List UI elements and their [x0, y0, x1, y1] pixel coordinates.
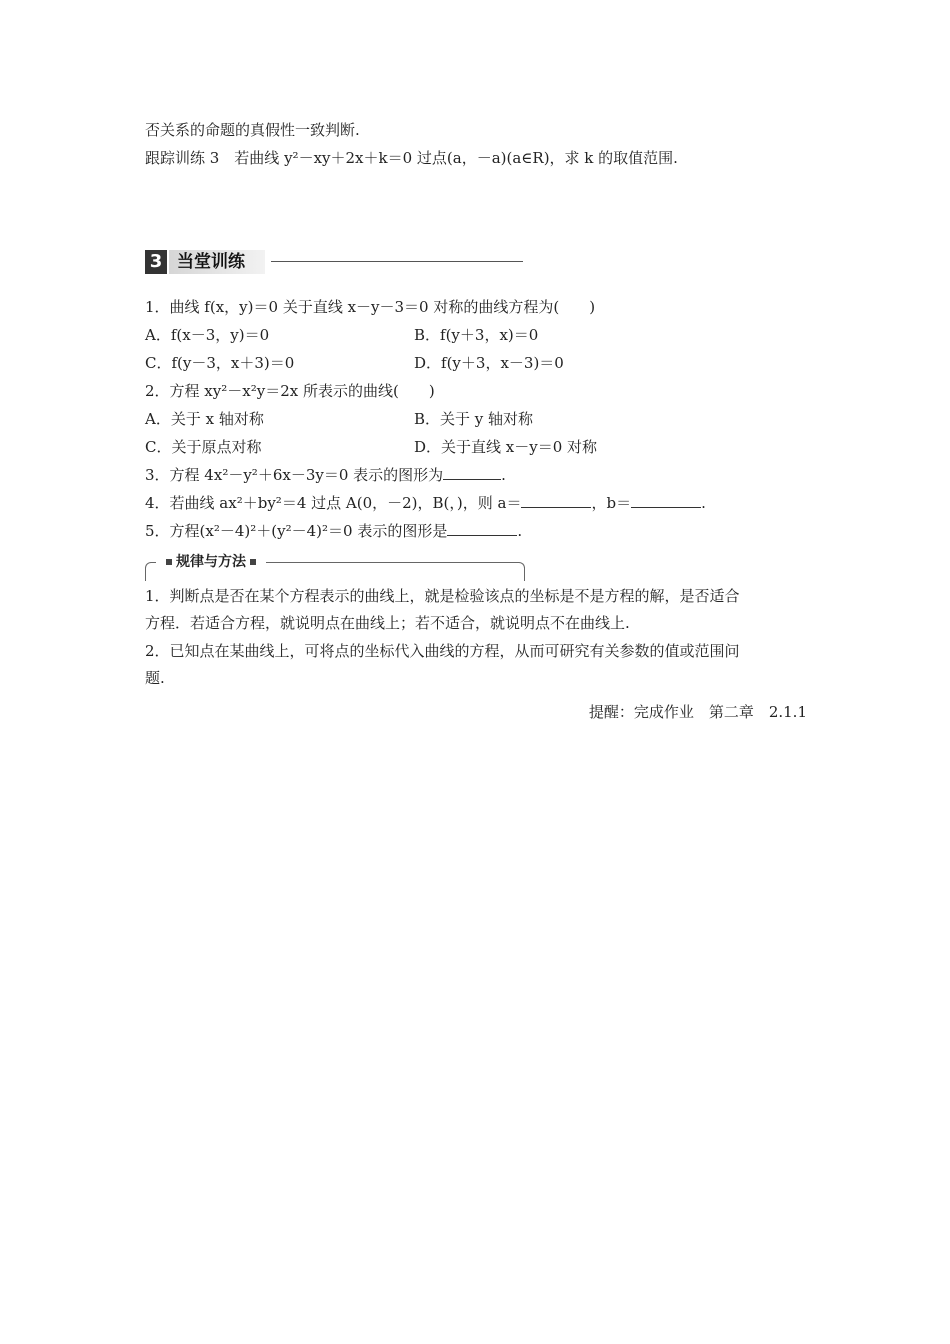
question-3 — [145, 465, 506, 485]
question-1-option-d: D．f(y＋3，x－3)＝0 — [414, 354, 564, 372]
answer-blank-3[interactable] — [443, 465, 501, 480]
question-2-option-d: D．关于直线 x－y＝0 对称 — [414, 438, 598, 456]
question-2-option-c: C．关于原点对称 — [145, 438, 262, 456]
question-1-option-c: C．f(y－3，x＋3)＝0 — [145, 354, 295, 372]
method-paragraph-2-line-2: 题. — [145, 669, 165, 687]
question-1-option-a: A．f(x－3，y)＝0 — [145, 326, 270, 344]
method-label-text: 规律与方法 — [176, 554, 246, 570]
square-bullet-icon — [166, 559, 172, 565]
question-2-option-a: A．关于 x 轴对称 — [145, 410, 264, 428]
question-3-text: 3．方程 4x²－y²＋6x－3y＝0 表示的图形为 — [145, 466, 444, 484]
question-1-option-b: B．f(y＋3，x)＝0 — [414, 326, 539, 344]
question-4-end: . — [701, 494, 706, 512]
method-label — [156, 552, 266, 572]
square-bullet-icon — [250, 559, 256, 565]
question-5-text: 5．方程(x²－4)²＋(y²－4)²＝0 表示的图形是 — [145, 522, 448, 540]
method-paragraph-2-line-1: 2．已知点在某曲线上，可将点的坐标代入曲线的方程，从而可研究有关参数的值或范围问 — [145, 642, 740, 660]
method-paragraph-1-line-1: 1．判断点是否在某个方程表示的曲线上，就是检验该点的坐标是不是方程的解，是否适合 — [145, 587, 740, 605]
intro-line-1: 否关系的命题的真假性一致判断. — [145, 121, 360, 139]
method-paragraph-1-line-2: 方程．若适合方程，就说明点在曲线上；若不适合，就说明点不在曲线上. — [145, 614, 630, 632]
question-2: 2．方程 xy²－x²y＝2x 所表示的曲线( ) — [145, 382, 435, 400]
question-4 — [145, 493, 706, 513]
section-title: 当堂训练 — [177, 252, 245, 272]
question-5 — [145, 521, 522, 541]
tracking-exercise-3: 跟踪训练 3 若曲线 y²－xy＋2x＋k＝0 过点(a，－a)(a∈R)，求 k 的取值范围. — [145, 149, 678, 167]
question-4-text-b: ，b＝ — [591, 494, 632, 512]
section-number: 3 — [145, 250, 167, 274]
question-2-option-b: B．关于 y 轴对称 — [414, 410, 534, 428]
answer-blank-4a[interactable] — [521, 493, 591, 508]
section-header — [145, 250, 525, 274]
question-4-text-a: 4．若曲线 ax²＋by²＝4 过点 A(0，－2)，B(，)，则 a＝ — [145, 494, 522, 512]
question-1: 1．曲线 f(x，y)＝0 关于直线 x－y－3＝0 对称的曲线方程为( ) — [145, 298, 596, 316]
reminder-note: 提醒：完成作业 第二章 2.1.1 — [588, 703, 807, 721]
answer-blank-5[interactable] — [447, 521, 517, 536]
section-rule — [271, 261, 523, 262]
method-box — [145, 554, 525, 581]
question-3-end: . — [501, 466, 506, 484]
answer-blank-4b[interactable] — [631, 493, 701, 508]
question-5-end: . — [517, 522, 523, 540]
